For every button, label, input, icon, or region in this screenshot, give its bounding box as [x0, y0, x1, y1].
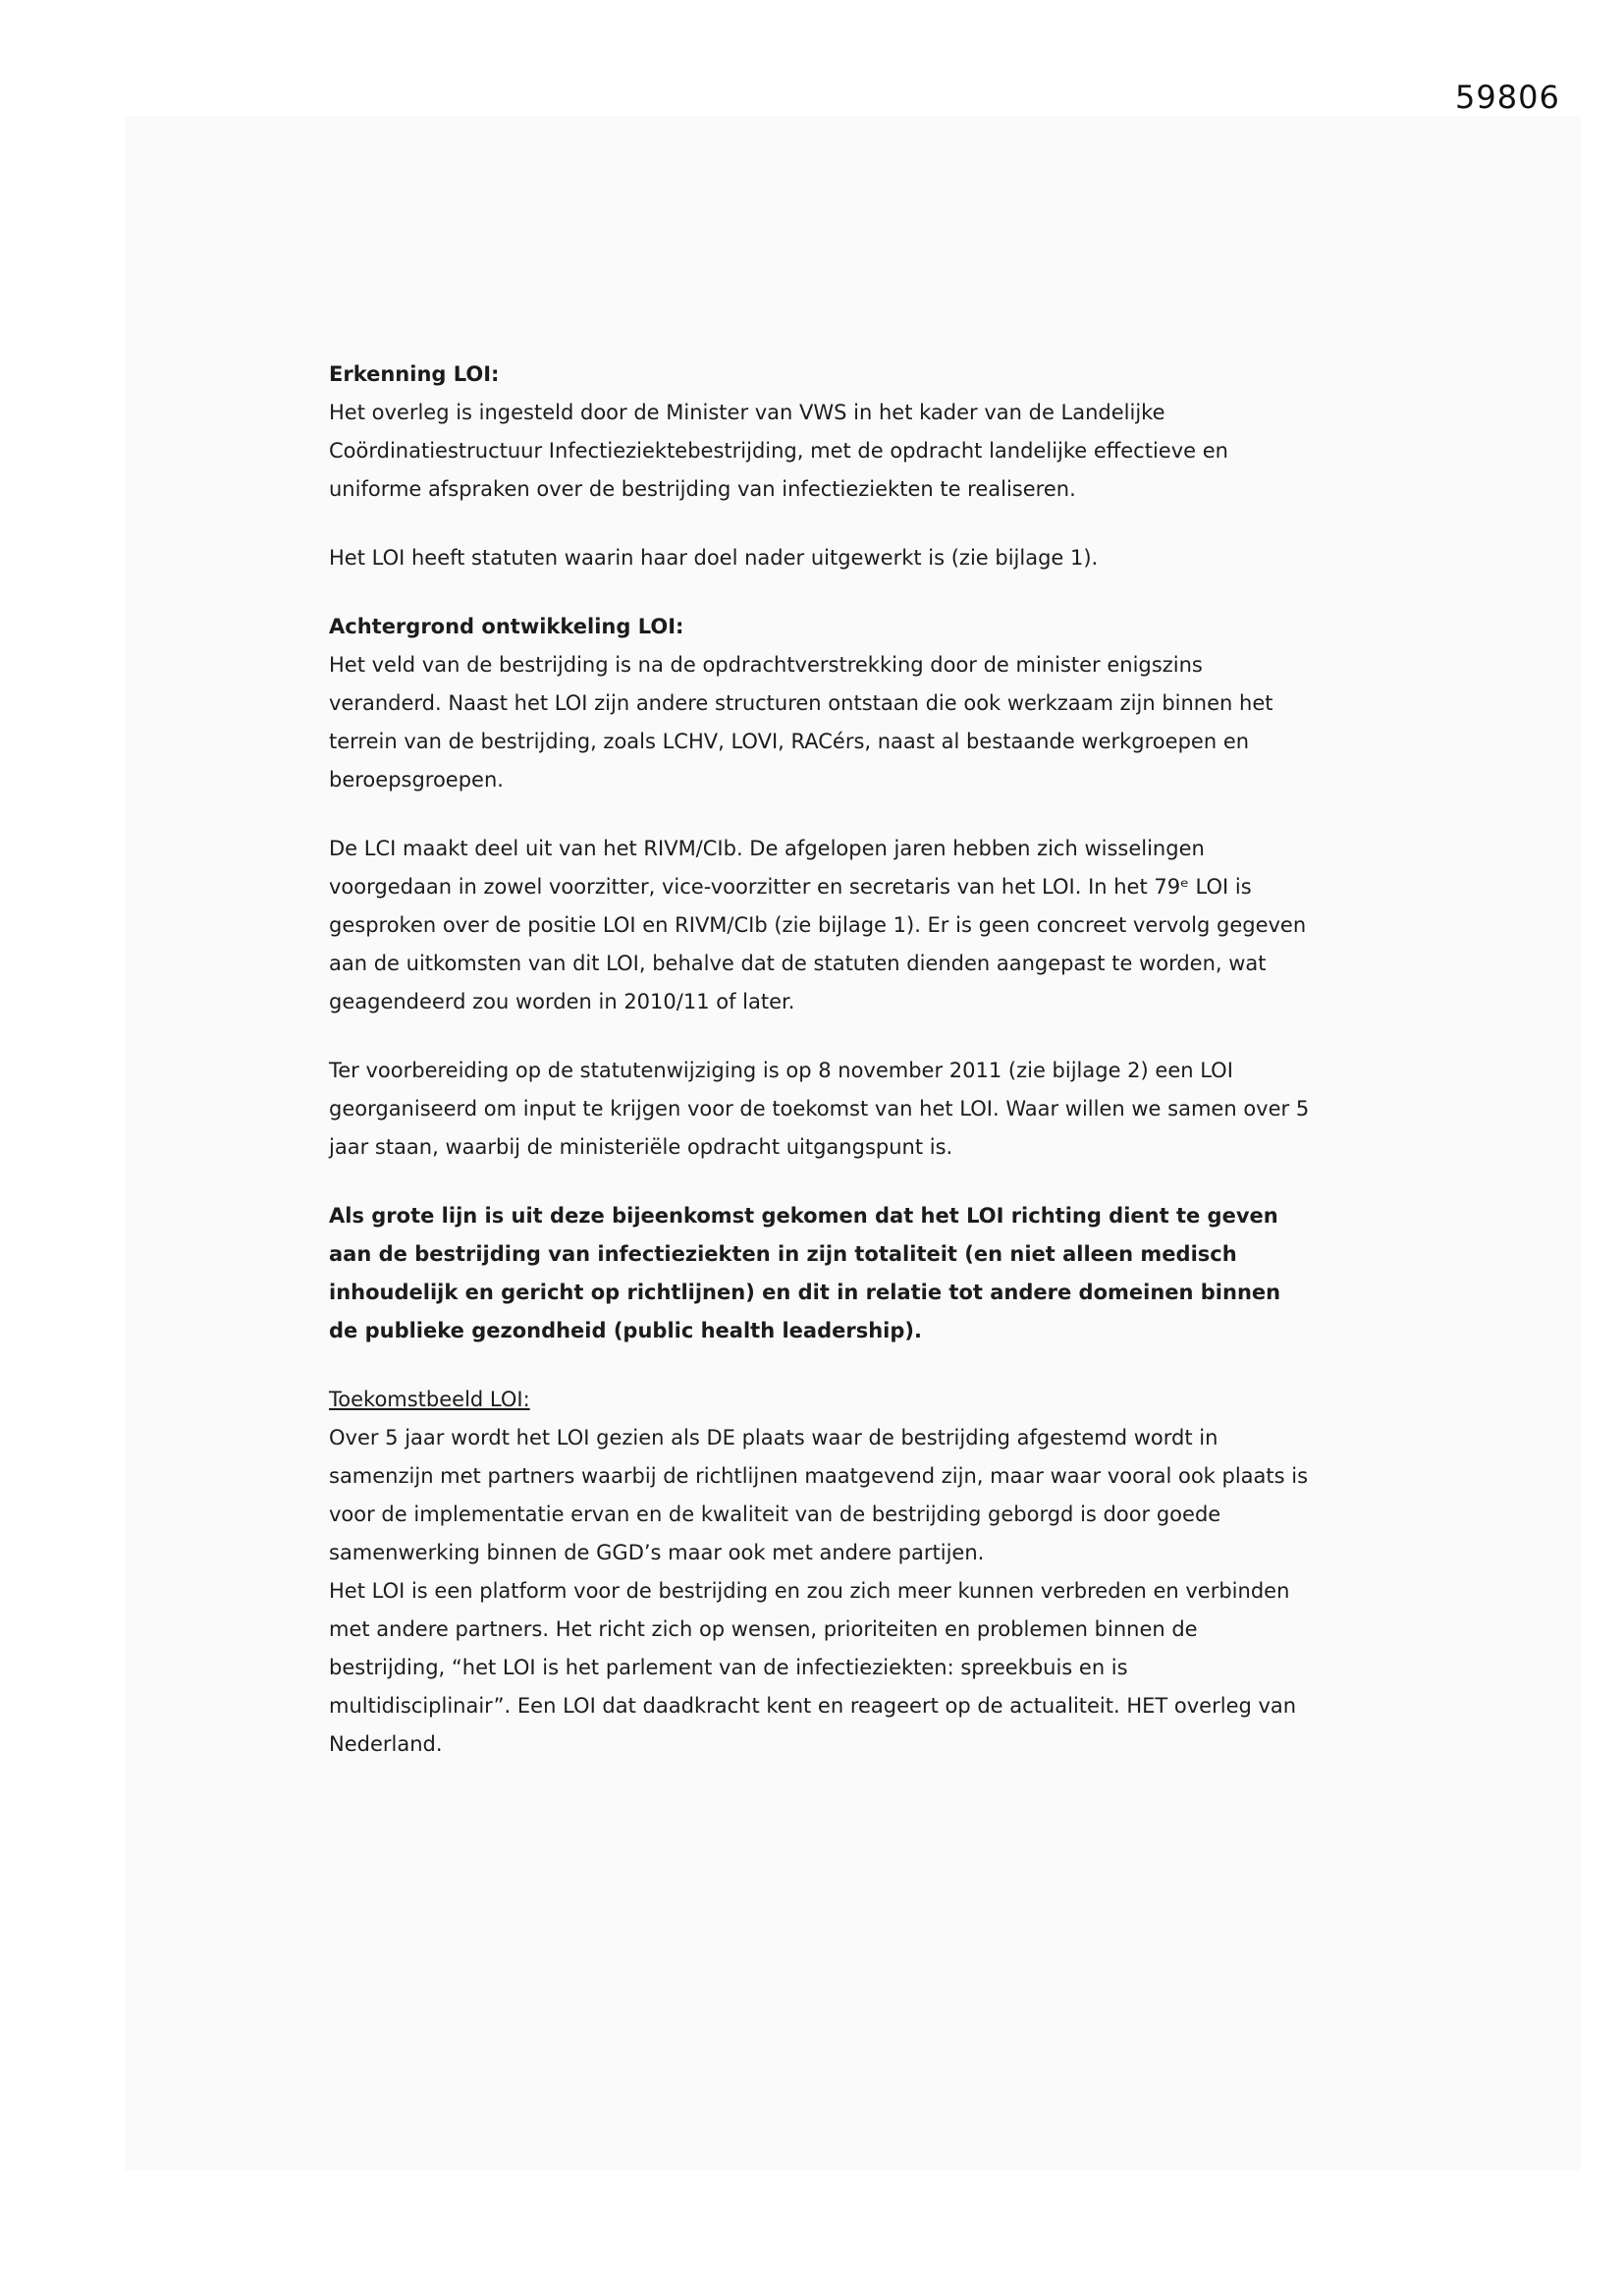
paragraph-conclusie-bold: Als grote lijn is uit deze bijeenkomst gekomen dat het LOI richting dient te geven aan de bestrijding van infectieziekten in zijn totaliteit (en niet alleen medisch inhoudelijk en gericht op richtlijnen) en dit in relatie tot andere domeinen binnen de publieke gezondheid (public health leadership).	[329, 1204, 1281, 1342]
section-heading-erkenning-loi: Erkenning LOI:	[329, 362, 500, 386]
paragraph-toekomst-1: Over 5 jaar wordt het LOI gezien als DE plaats waar de bestrijding afgestemd wordt in samenzijn met partners waarbij de richtlijnen maatgevend zijn, maar waar vooral ook plaats is voor de implementatie ervan en de kwaliteit van de bestrijding geborgd is door goede samenwerking binnen de GGD’s maar ook met andere partijen.	[329, 1426, 1309, 1564]
paragraph-achtergrond-2: De LCI maakt deel uit van het RIVM/CIb. De afgelopen jaren hebben zich wisselingen voorgedaan in zowel voorzitter, vice-voorzitter en secretaris van het LOI. In het 79ᵉ LOI is gesproken over de positie LOI en RIVM/CIb (zie bijlage 1). Er is geen concreet vervolg gegeven aan de uitkomsten van dit LOI, behalve dat de statuten dienden aangepast te worden, wat geagendeerd zou worden in 2010/11 of later.	[329, 837, 1307, 1013]
paragraph-erkenning-2: Het LOI heeft statuten waarin haar doel nader uitgewerkt is (zie bijlage 1).	[329, 546, 1099, 570]
paragraph-achtergrond-1: Het veld van de bestrijding is na de opdrachtverstrekking door de minister enigszins veranderd. Naast het LOI zijn andere structuren ontstaan die ook werkzaam zijn binnen het terrein van de bestrijding, zoals LCHV, LOVI, RACérs, naast al bestaande werkgroepen en beroepsgroepen.	[329, 653, 1273, 792]
paragraph-toekomst-2: Het LOI is een platform voor de bestrijding en zou zich meer kunnen verbreden en verbinden met andere partners. Het richt zich op wensen, prioriteiten en problemen binnen de bestrijding, “het LOI is het parlement van de infectieziekten: spreekbuis en is multidisciplinair”. Een LOI dat daadkracht kent en reageert op de actualiteit. HET overleg van Nederland.	[329, 1579, 1297, 1756]
section-heading-achtergrond-ontwikkeling-loi: Achtergrond ontwikkeling LOI:	[329, 615, 684, 638]
page-number: 59806	[1455, 79, 1560, 116]
paragraph-achtergrond-3: Ter voorbereiding op de statutenwijziging is op 8 november 2011 (zie bijlage 2) een LOI georganiseerd om input te krijgen voor de toekomst van het LOI. Waar willen we samen over 5 jaar staan, waarbij de ministeriële opdracht uitgangspunt is.	[329, 1059, 1310, 1159]
section-heading-toekomstbeeld-loi: Toekomstbeeld LOI:	[329, 1388, 530, 1411]
document-content	[329, 346, 1316, 1794]
paragraph-erkenning-1: Het overleg is ingesteld door de Minister van VWS in het kader van de Landelijke Coördinatiestructuur Infectieziektebestrijding, met de opdracht landelijke effectieve en uniforme afspraken over de bestrijding van infectieziekten te realiseren.	[329, 401, 1228, 501]
